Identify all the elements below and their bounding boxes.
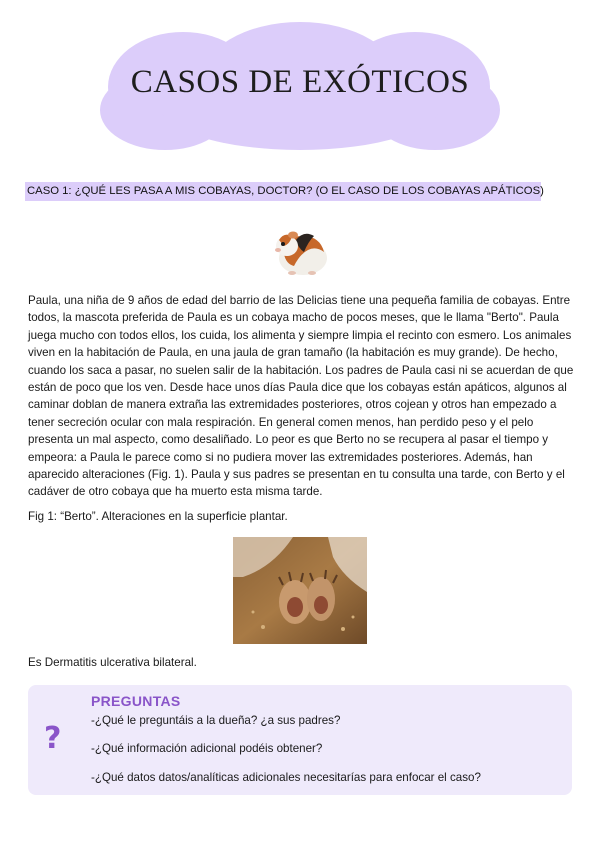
diagnosis-text: Es Dermatitis ulcerativa bilateral. <box>28 656 197 669</box>
case-heading: CASO 1: ¿QUÉ LES PASA A MIS COBAYAS, DOCTOR? (O EL CASO DE LOS COBAYAS APÁTICOS) <box>25 182 541 201</box>
questions-box <box>28 685 572 795</box>
paw-lesion-photo <box>233 537 367 644</box>
question-item: -¿Qué información adicional podéis obtener? <box>91 742 323 755</box>
questions-title: PREGUNTAS <box>91 693 181 709</box>
figure-caption: Fig 1: “Berto”. Alteraciones en la superficie plantar. <box>28 510 288 523</box>
guinea-pig-image <box>270 218 332 278</box>
page-title: CASOS DE EXÓTICOS <box>130 64 470 100</box>
question-mark-icon: ? <box>44 721 62 756</box>
case-description: Paula, una niña de 9 años de edad del barrio de las Delicias tiene una pequeña familia de cobayas. Entre todos, la mascota preferida de Paula es un cobaya macho de pocos meses, que le llama "Berto". Paula juega mucho con todos ellos, los cuida, los alimenta y siempre limpia el recinto con esmero. Los animales viven en la habitación de Paula, en una jaula de gran tamaño (la habitación es muy grande). De hecho, cuando los saca a pasar, no suelen salir de la habitación. Los padres de Paula casi ni se acuerdan de que están de poco que los ven. Desde hace unos días Paula dice que los cobayas están apáticos, algunos al caminar doblan de manera extraña las extremidades posteriores, otros cojean y otros han empezado a tener secreción ocular con mala respiración. En general comen menos, han perdido peso y el pelo presenta un mal aspecto, como desaliñado. Lo peor es que Berto no se recupera al pasar el tiempo y empeora: a Paula le parece como si no pudiera mover las extremidades posteriores. Además, han aparecido alteraciones (Fig. 1). Paula y sus padres se presentan en tu consulta una tarde, con Berto y el cadáver de otro cobaya que ha muerto esta misma tarde. <box>28 294 574 499</box>
question-item: -¿Qué le preguntáis a la dueña? ¿a sus padres? <box>91 714 341 727</box>
question-item: -¿Qué datos datos/analíticas adicionales necesitarías para enfocar el caso? <box>91 771 481 784</box>
